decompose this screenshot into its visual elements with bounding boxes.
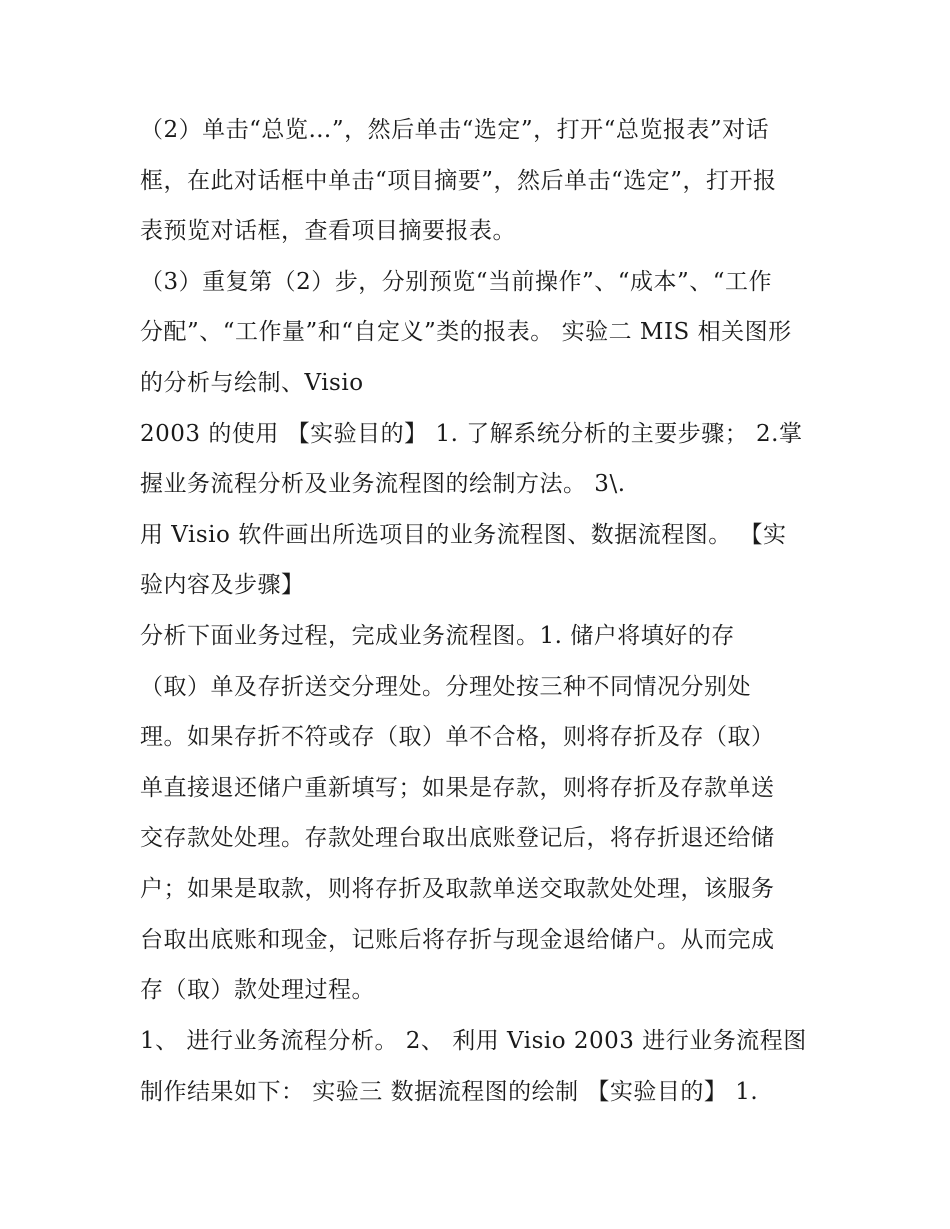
text-line: 交存款处处理。存款处理台取出底账登记后，将存折退还给储: [140, 825, 775, 851]
text-line: 分配”、“工作量”和“自定义”类的报表。 实验二 MIS 相关图形: [140, 319, 792, 345]
text-line: 用 Visio 软件画出所选项目的业务流程图、数据流程图。 【实: [140, 522, 787, 548]
text-line: 制作结果如下： 实验三 数据流程图的绘制 【实验目的】 1.: [140, 1079, 759, 1105]
text-line: 握业务流程分析及业务流程图的绘制方法。 3\.: [140, 471, 626, 497]
text-line: 单直接退还储户重新填写；如果是存款，则将存折及存款单送: [140, 775, 775, 801]
text-line: （取）单及存折送交分理处。分理处按三种不同情况分别处: [140, 674, 751, 700]
text-line: 表预览对话框，查看项目摘要报表。: [140, 218, 516, 244]
text-line: 的分析与绘制、Visio: [140, 370, 364, 396]
text-line: 框，在此对话框中单击“项目摘要”，然后单击“选定”，打开报: [140, 168, 777, 194]
text-line: 验内容及步骤】: [140, 572, 305, 598]
text-line: 分析下面业务过程，完成业务流程图。1. 储户将填好的存: [140, 623, 735, 649]
text-line: 理。如果存折不符或存（取）单不合格，则将存折及存（取）: [140, 724, 775, 750]
text-line: 1、 进行业务流程分析。 2、 利用 Visio 2003 进行业务流程图: [140, 1028, 807, 1054]
text-line: 台取出底账和现金，记账后将存折与现金退给储户。从而完成: [140, 927, 775, 953]
text-line: 户；如果是取款，则将存折及取款单送交取款处处理，该服务: [140, 876, 775, 902]
text-line: （2）单击“总览…”，然后单击“选定”，打开“总览报表”对话: [140, 117, 770, 143]
text-line: 2003 的使用 【实验目的】 1. 了解系统分析的主要步骤； 2.掌: [140, 421, 803, 447]
text-line: 存（取）款处理过程。: [140, 977, 375, 1003]
text-line: （3）重复第（2）步，分别预览“当前操作”、“成本”、“工作: [140, 269, 773, 295]
